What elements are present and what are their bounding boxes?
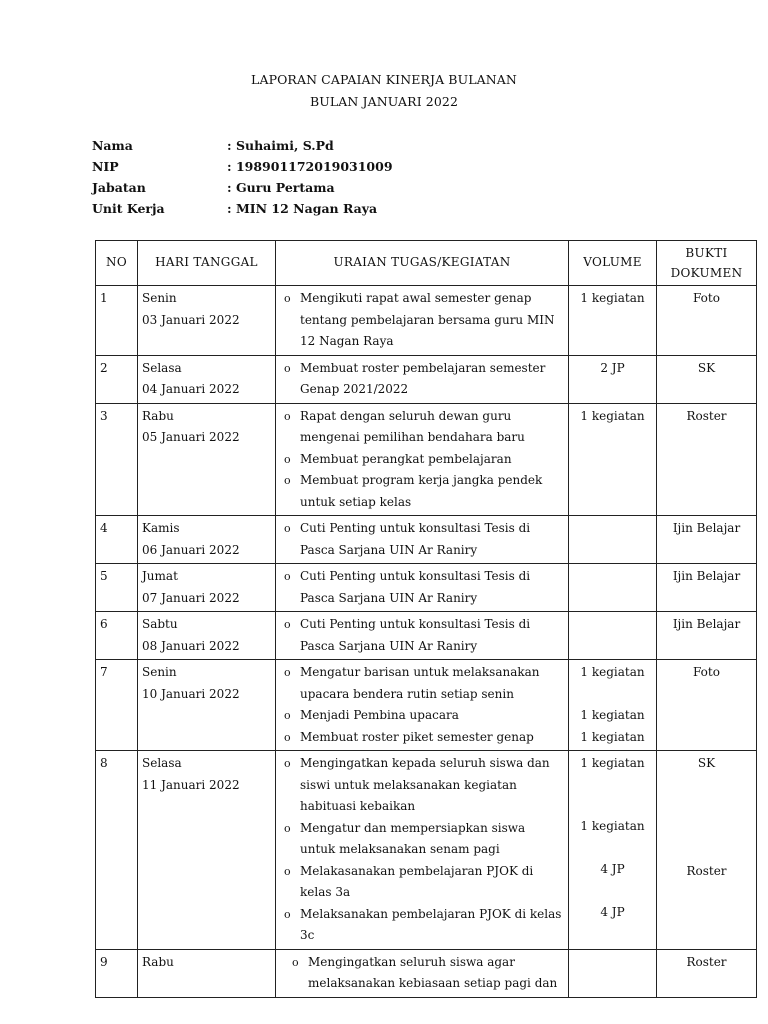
row-number: 4: [96, 516, 138, 564]
row-document-cell: [657, 660, 757, 751]
header-task: URAIAN TUGAS/KEGIATAN: [276, 241, 569, 286]
table-row: [96, 355, 757, 403]
bullet-icon: o: [284, 522, 291, 535]
task-item: [280, 358, 564, 401]
bullet-icon: o: [284, 361, 291, 375]
row-tasks-cell: [276, 516, 569, 564]
row-date: 10 Januari 2022: [142, 686, 240, 701]
row-date: 04 Januari 2022: [142, 382, 240, 396]
row-number: 5: [96, 564, 138, 612]
bullet-icon: o: [284, 730, 291, 744]
row-volume-cell: [569, 355, 657, 403]
header-date: HARI TANGGAL: [138, 241, 276, 286]
table-row: [96, 612, 757, 660]
bullet-icon: o: [284, 709, 291, 722]
task-list: [280, 566, 564, 609]
task-item: [288, 952, 564, 995]
row-date-cell: [138, 355, 276, 403]
volume-value: [573, 796, 652, 816]
row-tasks-cell: [276, 949, 569, 997]
document-value: Roster: [686, 863, 727, 878]
volume-value: 4 JP: [600, 905, 625, 919]
table-row: [96, 403, 757, 516]
volume-value: 1 kegiatan: [580, 729, 645, 744]
document-value: Ijin Belajar: [672, 569, 741, 583]
task-item: [280, 566, 564, 609]
row-volume-cell: [569, 612, 657, 660]
volume-value: 1 kegiatan: [580, 819, 645, 833]
info-value: : Guru Pertama: [227, 180, 335, 195]
row-tasks-cell: [276, 660, 569, 751]
row-day: Rabu: [142, 954, 174, 969]
volume-value: 1 kegiatan: [580, 665, 645, 679]
table-row: [96, 286, 757, 356]
row-volume-cell: [569, 403, 657, 516]
volume-value: 4 JP: [600, 862, 625, 876]
task-item: [280, 614, 564, 657]
task-text: Rapat dengan seluruh dewan guru mengenai pemilihan bendahara baru: [300, 408, 525, 444]
row-day: Selasa: [142, 756, 182, 770]
row-day: Senin: [142, 665, 177, 679]
row-number: 2: [96, 355, 138, 403]
volume-value: [573, 775, 652, 797]
volume-value: [573, 881, 652, 903]
row-volume-cell: [569, 516, 657, 564]
task-item: [280, 518, 564, 561]
volume-value: 2 JP: [600, 360, 625, 375]
task-text: Membuat program kerja jangka pendek untuk setiap kelas: [300, 473, 543, 509]
row-day: Rabu: [142, 408, 174, 423]
info-value: : 198901172019031009: [227, 159, 393, 174]
row-tasks-cell: [276, 751, 569, 950]
task-text: Membuat roster pembelajaran semester Genap 2021/2022: [300, 360, 546, 396]
row-date: 05 Januari 2022: [142, 430, 240, 444]
task-text: Mengatur barisan untuk melaksanakan upacara bendera rutin setiap senin: [300, 665, 540, 701]
document-value: Roster: [686, 408, 727, 423]
info-label: Nama: [92, 138, 133, 153]
row-tasks-cell: [276, 403, 569, 516]
task-item: [280, 288, 564, 353]
task-item: [280, 861, 564, 904]
row-day: Sabtu: [142, 617, 178, 631]
row-volume-cell: [569, 286, 657, 356]
bullet-icon: o: [284, 757, 291, 770]
row-volume-cell: [569, 660, 657, 751]
document-value: Ijin Belajar: [672, 617, 741, 631]
header-volume: VOLUME: [569, 241, 657, 286]
row-volume-cell: [569, 751, 657, 950]
task-text: Membuat perangkat pembelajaran: [300, 451, 512, 466]
row-number: 3: [96, 403, 138, 516]
info-value: : Suhaimi, S.Pd: [227, 138, 334, 153]
task-text: Cuti Penting untuk konsultasi Tesis di Pasca Sarjana UIN Ar Raniry: [300, 521, 531, 557]
row-date: 07 Januari 2022: [142, 590, 240, 605]
row-number: 7: [96, 660, 138, 751]
row-tasks-cell: [276, 564, 569, 612]
bullet-icon: o: [284, 666, 291, 679]
bullet-icon: o: [292, 955, 299, 969]
row-number: 6: [96, 612, 138, 660]
task-list: [280, 753, 564, 947]
bullet-icon: o: [284, 409, 291, 423]
task-text: Mengatur dan mempersiapkan siswa untuk melaksanakan senam pagi: [300, 820, 526, 856]
task-item: [280, 470, 564, 513]
task-text: Melakasanakan pembelajaran PJOK di kelas 3a: [300, 863, 534, 899]
document-value: [661, 818, 752, 840]
task-list: [280, 518, 564, 561]
task-item: [280, 753, 564, 818]
volume-value: [573, 838, 652, 860]
report-subtitle: BULAN JANUARI 2022: [309, 94, 459, 109]
row-document-cell: [657, 564, 757, 612]
row-document-cell: [657, 612, 757, 660]
row-date: 03 Januari 2022: [142, 312, 240, 327]
document-value: Roster: [686, 954, 727, 969]
table-row: [96, 949, 757, 997]
info-label: Jabatan: [92, 180, 146, 195]
bullet-icon: o: [284, 292, 291, 305]
document-value: Foto: [693, 291, 720, 305]
document-value: Foto: [693, 665, 720, 679]
task-text: Mengingatkan kepada seluruh siswa dan siswi untuk melaksanakan kegiatan habituasi kebaikan: [300, 756, 550, 813]
row-volume-cell: [569, 949, 657, 997]
row-document-cell: [657, 751, 757, 950]
task-text: Membuat roster piket semester genap: [300, 729, 534, 744]
document-value: SK: [697, 360, 716, 375]
volume-value: 1 kegiatan: [580, 756, 645, 770]
task-item: [280, 727, 564, 749]
document-value: SK: [697, 756, 716, 770]
volume-value: 1 kegiatan: [580, 408, 645, 423]
task-list: [280, 288, 564, 353]
bullet-icon: o: [284, 821, 291, 835]
table-row: [96, 564, 757, 612]
volume-value: 1 kegiatan: [580, 291, 645, 305]
row-date-cell: [138, 286, 276, 356]
row-date: 11 Januari 2022: [142, 777, 240, 792]
table-body: [96, 286, 757, 998]
volume-value: [573, 684, 652, 706]
row-document-cell: [657, 949, 757, 997]
task-item: [280, 705, 564, 727]
row-document-cell: [657, 516, 757, 564]
task-item: [280, 818, 564, 861]
task-list: [280, 614, 564, 657]
bullet-icon: o: [284, 570, 291, 583]
row-date-cell: [138, 403, 276, 516]
row-day: Jumat: [142, 569, 178, 583]
task-item: [280, 662, 564, 705]
row-day: Kamis: [142, 521, 180, 535]
info-label: Unit Kerja: [92, 201, 165, 216]
task-text: Menjadi Pembina upacara: [300, 708, 459, 722]
row-date-cell: [138, 564, 276, 612]
row-number: 8: [96, 751, 138, 950]
row-volume-cell: [569, 564, 657, 612]
task-text: Melaksanakan pembelajaran PJOK di kelas 3c: [300, 906, 562, 942]
row-day: Senin: [142, 291, 177, 305]
header-doc: BUKTI DOKUMEN: [657, 241, 757, 286]
task-item: [280, 904, 564, 947]
row-document-cell: [657, 286, 757, 356]
task-list: [280, 952, 564, 995]
row-tasks-cell: [276, 612, 569, 660]
bullet-icon: o: [284, 907, 291, 921]
table-row: [96, 751, 757, 950]
document-value: [661, 839, 752, 861]
task-item: [280, 406, 564, 449]
table-row: [96, 660, 757, 751]
task-text: Mengingatkan seluruh siswa agar melaksanakan kebiasaan setiap pagi dan: [308, 954, 558, 990]
task-list: [280, 662, 564, 748]
document-value: [661, 775, 752, 797]
volume-value: 1 kegiatan: [580, 708, 645, 722]
row-date-cell: [138, 751, 276, 950]
bullet-icon: o: [284, 618, 291, 631]
bullet-icon: o: [284, 864, 291, 878]
document-value: Ijin Belajar: [672, 521, 741, 535]
task-list: [280, 358, 564, 401]
row-number: 1: [96, 286, 138, 356]
header-no: NO: [96, 241, 138, 286]
row-date-cell: [138, 660, 276, 751]
document-value: [661, 796, 752, 818]
task-list: [280, 406, 564, 514]
table-header-row: [96, 241, 757, 286]
row-day: Selasa: [142, 360, 182, 375]
report-title: LAPORAN CAPAIAN KINERJA BULANAN: [251, 72, 517, 87]
activity-table: [95, 240, 757, 998]
info-value: : MIN 12 Nagan Raya: [227, 201, 378, 216]
bullet-icon: o: [284, 452, 291, 466]
row-date-cell: [138, 949, 276, 997]
task-text: Cuti Penting untuk konsultasi Tesis di Pasca Sarjana UIN Ar Raniry: [300, 617, 531, 653]
row-document-cell: [657, 403, 757, 516]
row-date-cell: [138, 612, 276, 660]
row-number: 9: [96, 949, 138, 997]
row-date: 06 Januari 2022: [142, 542, 240, 557]
info-label: NIP: [92, 159, 119, 174]
task-text: Cuti Penting untuk konsultasi Tesis di Pasca Sarjana UIN Ar Raniry: [300, 569, 531, 605]
row-date-cell: [138, 516, 276, 564]
table-row: [96, 516, 757, 564]
bullet-icon: o: [284, 474, 291, 487]
row-tasks-cell: [276, 286, 569, 356]
row-date: 08 Januari 2022: [142, 638, 240, 653]
row-tasks-cell: [276, 355, 569, 403]
task-text: Mengikuti rapat awal semester genap tentang pembelajaran bersama guru MIN 12 Nagan Raya: [300, 291, 555, 348]
row-document-cell: [657, 355, 757, 403]
task-item: [280, 449, 564, 471]
